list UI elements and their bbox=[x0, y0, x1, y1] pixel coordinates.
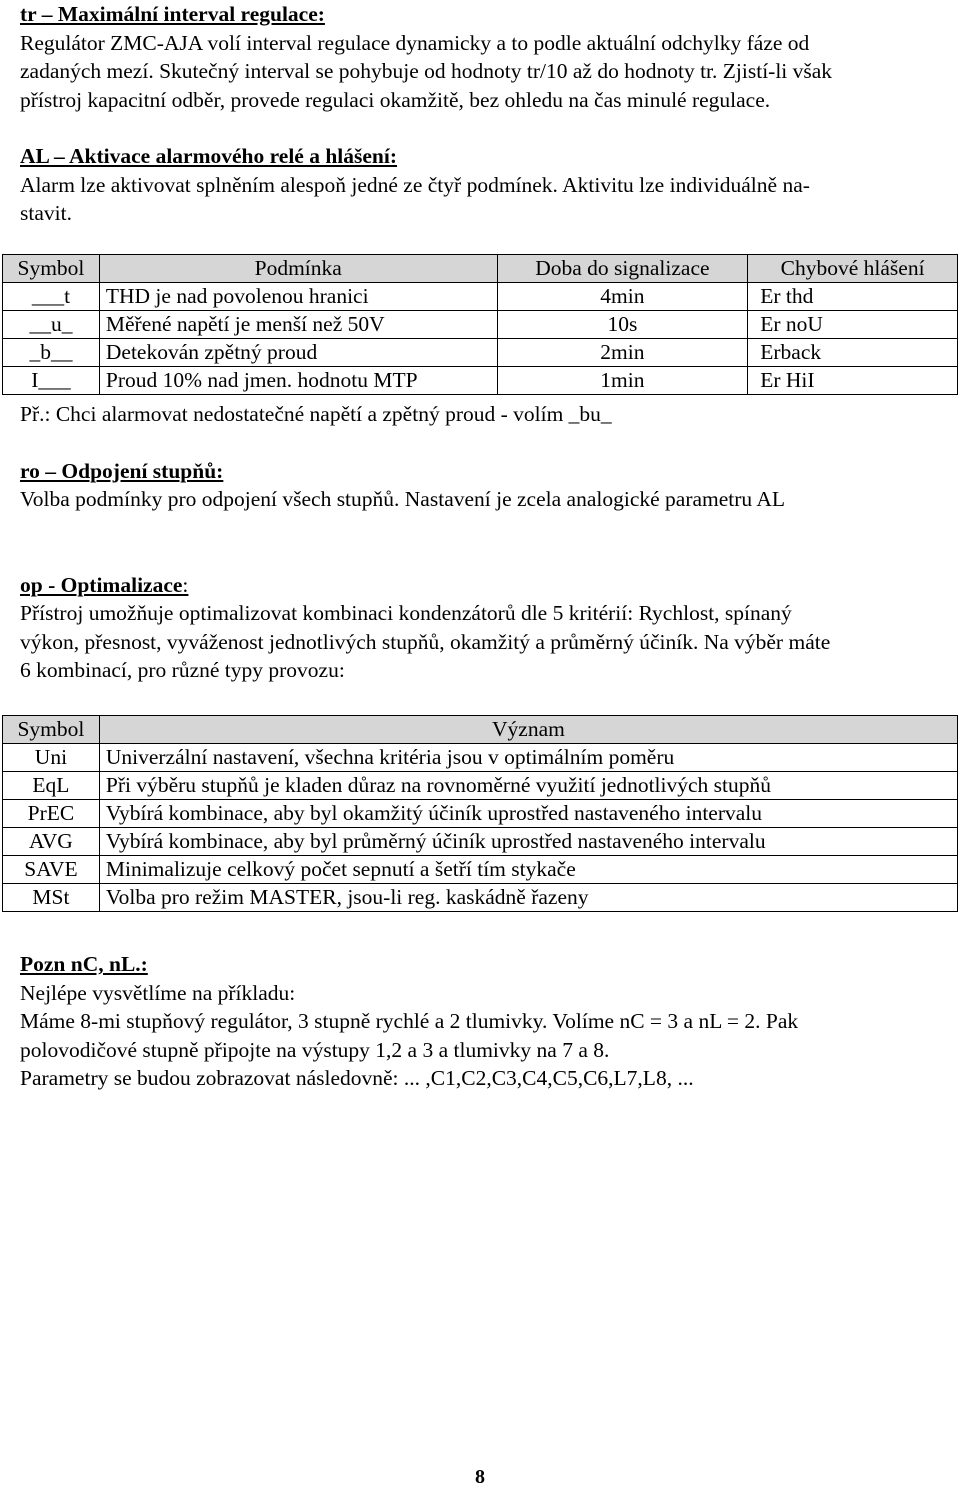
op-heading-bold: op - Optimalizace bbox=[20, 572, 183, 597]
meaning-cell: Univerzální nastavení, všechna kritéria jsou v optimálním poměru bbox=[99, 744, 957, 772]
al-heading: AL – Aktivace alarmového relé a hlášení: bbox=[20, 144, 398, 168]
document-page bbox=[20, 0, 940, 228]
alarm-conditions-table bbox=[2, 254, 958, 395]
tr-line-1: Regulátor ZMC-AJA volí interval regulace dynamicky a to podle aktuální odchylky fáze od bbox=[20, 30, 810, 55]
delay-cell: 1min bbox=[497, 367, 748, 395]
condition-cell: Měřené napětí je menší než 50V bbox=[99, 311, 497, 339]
meaning-cell: Minimalizuje celkový počet sepnutí a šetří tím stykače bbox=[99, 856, 957, 884]
symbol-cell: Uni bbox=[3, 744, 100, 772]
symbol-cell: __u_ bbox=[3, 311, 100, 339]
header-meaning: Význam bbox=[99, 716, 957, 744]
document-page-notes bbox=[20, 950, 940, 1093]
op-heading-colon: : bbox=[182, 572, 189, 597]
symbol-cell: ___t bbox=[3, 283, 100, 311]
al-line-1: Alarm lze aktivovat splněním alespoň jedné ze čtyř podmínek. Aktivitu lze individuálně na- bbox=[20, 172, 810, 197]
symbol-cell: _b__ bbox=[3, 339, 100, 367]
optimization-modes-table bbox=[2, 715, 958, 912]
condition-cell: Detekován zpětný proud bbox=[99, 339, 497, 367]
pozn-line-2: Máme 8-mi stupňový regulátor, 3 stupně rychlé a 2 tlumivky. Volíme nC = 3 a nL = 2. Pak bbox=[20, 1009, 799, 1033]
ro-heading: ro – Odpojení stupňů: bbox=[20, 458, 224, 483]
table-row bbox=[3, 283, 958, 311]
table-row bbox=[3, 884, 958, 912]
delay-cell: 10s bbox=[497, 311, 748, 339]
op-line-2: výkon, přesnost, vyváženost jednotlivých stupňů, okamžitý a průměrný účiník. Na výběr máte bbox=[20, 629, 831, 654]
header-condition: Podmínka bbox=[99, 255, 497, 283]
meaning-cell: Vybírá kombinace, aby byl okamžitý účiník uprostřed nastaveného intervalu bbox=[99, 800, 957, 828]
symbol-cell: MSt bbox=[3, 884, 100, 912]
error-cell: Er HiI bbox=[748, 367, 958, 395]
delay-cell: 2min bbox=[497, 339, 748, 367]
op-line-3: 6 kombinací, pro různé typy provozu: bbox=[20, 658, 345, 682]
table-row bbox=[3, 772, 958, 800]
condition-cell: THD je nad povolenou hranici bbox=[99, 283, 497, 311]
symbol-cell: SAVE bbox=[3, 856, 100, 884]
error-cell: Er thd bbox=[748, 283, 958, 311]
op-line-1: Přístroj umožňuje optimalizovat kombinaci kondenzátorů dle 5 kritérií: Rychlost, spínaný bbox=[20, 601, 792, 625]
symbol-cell: PrEC bbox=[3, 800, 100, 828]
symbol-cell: EqL bbox=[3, 772, 100, 800]
table-row bbox=[3, 800, 958, 828]
header-symbol: Symbol bbox=[3, 255, 100, 283]
meaning-cell: Při výběru stupňů je kladen důraz na rovnoměrné využití jednotlivých stupňů bbox=[99, 772, 957, 800]
pozn-line-4: Parametry se budou zobrazovat následovně: ... ,C1,C2,C3,C4,C5,C6,L7,L8, ... bbox=[20, 1066, 694, 1090]
pozn-heading: Pozn nC, nL.: bbox=[20, 952, 148, 976]
table-row bbox=[3, 856, 958, 884]
table-row bbox=[3, 828, 958, 856]
header-symbol: Symbol bbox=[3, 716, 100, 744]
table-header-row bbox=[3, 716, 958, 744]
meaning-cell: Volba pro režim MASTER, jsou-li reg. kaskádně řazeny bbox=[99, 884, 957, 912]
table-row bbox=[3, 367, 958, 395]
delay-cell: 4min bbox=[497, 283, 748, 311]
symbol-cell: I___ bbox=[3, 367, 100, 395]
error-cell: Er noU bbox=[748, 311, 958, 339]
table-row bbox=[3, 339, 958, 367]
table-row bbox=[3, 744, 958, 772]
ro-line-1: Volba podmínky pro odpojení všech stupňů. Nastavení je zcela analogické parametru AL bbox=[20, 487, 786, 511]
condition-cell: Proud 10% nad jmen. hodnotu MTP bbox=[99, 367, 497, 395]
document-page-continued bbox=[20, 400, 940, 685]
pozn-line-1: Nejlépe vysvětlíme na příkladu: bbox=[20, 980, 296, 1005]
op-heading bbox=[20, 571, 940, 600]
al-example: Př.: Chci alarmovat nedostatečné napětí a zpětný proud - volím _bu_ bbox=[20, 402, 612, 426]
symbol-cell: AVG bbox=[3, 828, 100, 856]
pozn-line-3: polovodičové stupně připojte na výstupy 1,2 a 3 a tlumivky na 7 a 8. bbox=[20, 1037, 610, 1062]
header-delay: Doba do signalizace bbox=[497, 255, 748, 283]
tr-line-3: přístroj kapacitní odběr, provede regulaci okamžitě, bez ohledu na čas minulé regulace. bbox=[20, 87, 771, 112]
header-error-message: Chybové hlášení bbox=[748, 255, 958, 283]
table-header-row bbox=[3, 255, 958, 283]
error-cell: Erback bbox=[748, 339, 958, 367]
page-number: 8 bbox=[475, 1466, 485, 1488]
tr-heading: tr – Maximální interval regulace: bbox=[20, 2, 325, 26]
meaning-cell: Vybírá kombinace, aby byl průměrný účiník uprostřed nastaveného intervalu bbox=[99, 828, 957, 856]
table-row bbox=[3, 311, 958, 339]
al-line-2: stavit. bbox=[20, 201, 72, 225]
tr-line-2: zadaných mezí. Skutečný interval se pohybuje od hodnoty tr/10 až do hodnoty tr. Zjistí-li však bbox=[20, 59, 833, 83]
